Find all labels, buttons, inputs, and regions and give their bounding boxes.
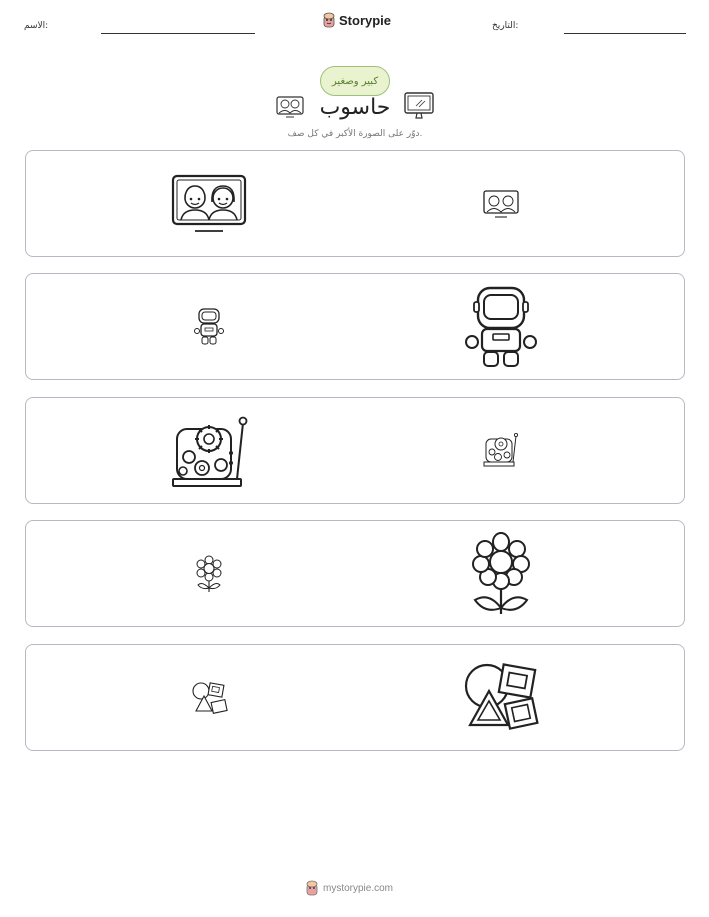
row-4-card	[25, 520, 685, 627]
machine-big-picture[interactable]	[171, 415, 249, 489]
footer-url[interactable]: mystorypie.com	[323, 882, 394, 894]
brand-logo	[322, 12, 391, 28]
machine-small-picture[interactable]	[483, 432, 519, 468]
topic-badge: كبير وصغير	[320, 66, 390, 96]
storypie-mascot-footer-icon	[305, 880, 319, 896]
name-line[interactable]	[101, 33, 255, 34]
robot-big-picture[interactable]	[464, 286, 538, 370]
robot-small-picture[interactable]	[193, 307, 225, 347]
name-label: الاسم:	[24, 21, 49, 31]
storypie-mascot-icon	[322, 12, 336, 28]
big-computer-title-icon	[404, 92, 434, 120]
date-line[interactable]	[564, 33, 686, 34]
instruction-text: دوّر على الصورة الأكبر في كل صف.	[287, 129, 423, 139]
shapes-small-picture[interactable]	[191, 681, 229, 715]
brand-name: Storypie	[339, 12, 392, 28]
shapes-big-picture[interactable]	[463, 661, 541, 733]
flower-small-picture[interactable]	[194, 555, 224, 593]
date-label: التاريخ:	[492, 21, 519, 31]
row-3-card	[25, 397, 685, 504]
row-1-card	[25, 150, 685, 257]
row-2-card	[25, 273, 685, 380]
footer	[305, 880, 393, 896]
row-5-card	[25, 644, 685, 751]
flower-big-picture[interactable]	[469, 532, 533, 616]
computer-big-picture[interactable]	[171, 174, 247, 234]
computer-small-picture[interactable]	[483, 190, 519, 218]
page-title: حاسوب	[319, 95, 391, 120]
